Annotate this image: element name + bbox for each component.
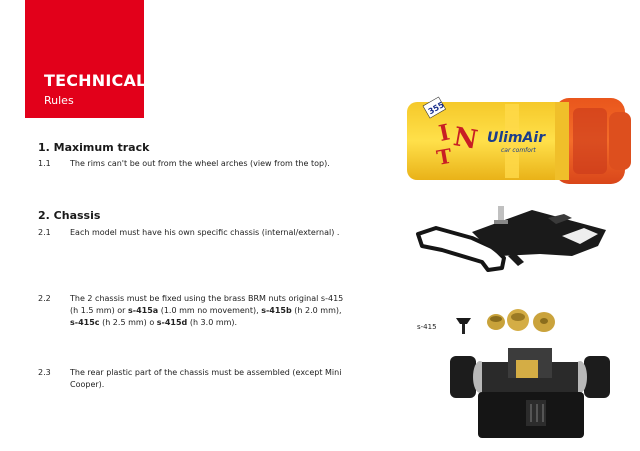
list-item	[38, 293, 398, 329]
list-item	[38, 227, 398, 239]
section-title-track: 1. Maximum track	[38, 141, 150, 154]
item-number: 2.2	[38, 294, 51, 303]
car-number-text: 355	[426, 100, 446, 117]
section-title-chassis: 2. Chassis	[38, 209, 101, 222]
svg-text:N: N	[451, 122, 480, 156]
car-livery-subtext: car comfort	[501, 147, 536, 154]
svg-text:I: I	[436, 119, 453, 147]
car-top-view-image	[405, 92, 637, 190]
item-number: 1.1	[38, 159, 51, 168]
car-livery-text: UlimAir	[487, 130, 546, 146]
header-subtitle: Rules	[44, 94, 74, 107]
chassis-wheels-image	[442, 342, 618, 442]
item-text: Each model must have his own specific chassis (internal/external) .	[70, 228, 340, 237]
item-text: The rear plastic part of the chassis must be assembled (except Mini	[70, 368, 342, 377]
header-block	[25, 0, 147, 118]
nuts-caption: s-415	[417, 323, 437, 331]
brass-nuts-image	[452, 300, 564, 340]
header-title: TECHNICAL	[44, 71, 147, 90]
item-number: 2.1	[38, 228, 51, 237]
item-text: The rims can't be out from the wheel arches (view from the top).	[70, 159, 330, 168]
svg-text:T: T	[434, 143, 454, 170]
list-item	[38, 158, 398, 170]
item-text: s-415c (h 2.5 mm) o s-415d (h 3.0 mm).	[70, 318, 238, 327]
item-number: 2.3	[38, 368, 51, 377]
list-item	[38, 367, 398, 391]
item-text: The 2 chassis must be fixed using the brass BRM nuts original s-415	[70, 294, 344, 303]
chassis-image	[412, 198, 612, 278]
item-text: (h 1.5 mm) or s-415a (1.0 mm no movement), s-415b (h 2.0 mm),	[70, 306, 342, 315]
item-text: Cooper).	[70, 380, 105, 389]
